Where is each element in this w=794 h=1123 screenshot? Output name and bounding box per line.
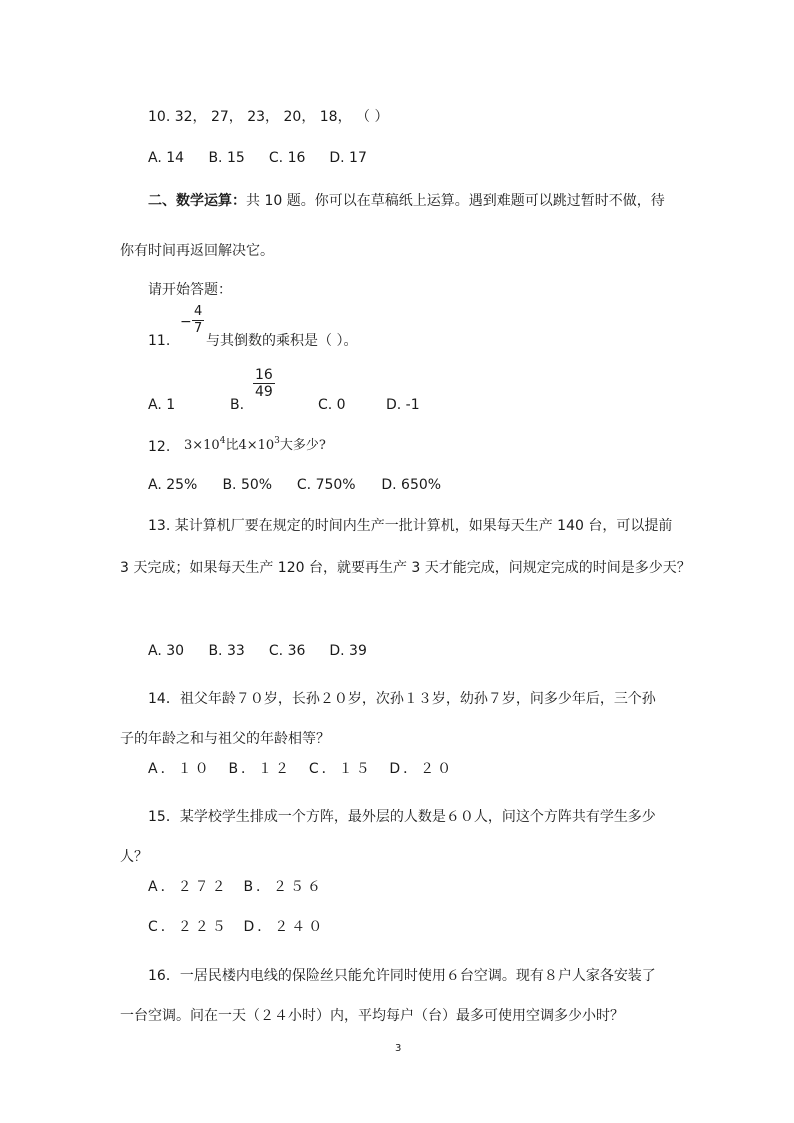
q15-option-b: B．２５６: [243, 879, 325, 895]
q12-expr-a: 3×10: [184, 438, 220, 453]
q14-option-d: D．２０: [389, 761, 455, 777]
section2-heading: 二、数学运算：: [148, 193, 246, 209]
q13-options: [148, 642, 367, 660]
q12-options: [148, 476, 441, 494]
q11-frac-sign: −: [180, 314, 192, 330]
q13-option-b: B. 33: [208, 643, 245, 659]
q12-option-b: B. 50%: [222, 477, 273, 493]
q13-line2: 3 天完成；如果每天生产 120 台，就要再生产 3 天才能完成，问规定完成的时间是多少天？: [120, 560, 691, 576]
section2-intro: [148, 192, 665, 210]
q12-exp-b: 3: [274, 436, 280, 446]
q10-option-d: D. 17: [329, 150, 367, 166]
q15-option-c: C．２２５: [148, 919, 229, 935]
q11-option-d: D. -1: [386, 397, 420, 413]
q10-option-c: C. 16: [268, 150, 306, 166]
q11-fraction: [192, 305, 204, 336]
q14-line2: 子的年龄之和与祖父的年龄相等？: [120, 731, 330, 747]
q13-line1: 13. 某计算机厂要在规定的时间内生产一批计算机，如果每天生产 140 台，可以提前: [148, 518, 673, 534]
q10-option-a: A. 14: [148, 150, 185, 166]
q15-option-a: A．２７２: [148, 879, 229, 895]
section2-text-line1: 共 10 题。你可以在草稿纸上运算。遇到难题可以跳过暂时不做，待: [246, 193, 665, 209]
q12-expr-mid: 比4×10: [225, 438, 275, 453]
page-number: 3: [395, 1043, 402, 1054]
q16-line1: 16．一居民楼内电线的保险丝只能允许同时使用６台空调。现有８户人家各安装了: [148, 968, 656, 984]
section2-text-line2: 你有时间再返回解决它。: [120, 243, 274, 259]
q14-line1: 14．祖父年龄７０岁，长孙２０岁，次孙１３岁，幼孙７岁，问多少年后，三个孙: [148, 691, 656, 707]
q11-tail: 与其倒数的乘积是（ ）。: [206, 333, 358, 349]
q13-option-c: C. 36: [268, 643, 306, 659]
q11-option-b-fraction: [253, 368, 275, 399]
q11-option-b-label: B.: [230, 397, 245, 413]
q12-exp-a: 4: [219, 436, 226, 446]
q16-line2: 一台空调。问在一天（２４小时）内，平均每户（台）最多可使用空调多少小时？: [120, 1008, 624, 1024]
q12-option-a: A. 25%: [148, 477, 198, 493]
q15-options-row1: [148, 878, 324, 896]
q15-line1: 15．某学校学生排成一个方阵，最外层的人数是６０人，问这个方阵共有学生多少: [148, 809, 656, 825]
q10-stem: 10. 32， 27， 23， 20， 18， （ ）: [148, 109, 389, 125]
q11-option-a: A. 1: [148, 397, 176, 413]
q10-options: [148, 149, 367, 167]
q14-options: [148, 760, 454, 778]
q15-options-row2: [148, 918, 325, 936]
q13-option-a: A. 30: [148, 643, 185, 659]
q11-frac-numerator: 4: [194, 304, 203, 319]
q15-line2: 人？: [120, 849, 148, 865]
q11-number: 11.: [148, 333, 171, 349]
q11-option-b-denominator: 49: [255, 384, 273, 400]
section2-start: 请开始答题：: [148, 282, 232, 298]
q11-frac-denominator: 7: [194, 321, 203, 336]
q14-option-c: C．１５: [308, 761, 373, 777]
q10-option-b: B. 15: [208, 150, 245, 166]
q12-expression: [184, 432, 326, 455]
q12-expr-tail: 大多少?: [279, 438, 326, 453]
q11-option-c: C. 0: [318, 397, 346, 413]
q14-option-a: A．１０: [148, 761, 212, 777]
q14-option-b: B．１２: [228, 761, 293, 777]
q13-option-d: D. 39: [329, 643, 367, 659]
q15-option-d: D．２４０: [243, 919, 326, 935]
q12-number: 12.: [148, 439, 171, 455]
q11-option-b-numerator: 16: [255, 367, 273, 383]
q12-option-c: C. 750%: [296, 477, 356, 493]
q12-option-d: D. 650%: [381, 477, 442, 493]
